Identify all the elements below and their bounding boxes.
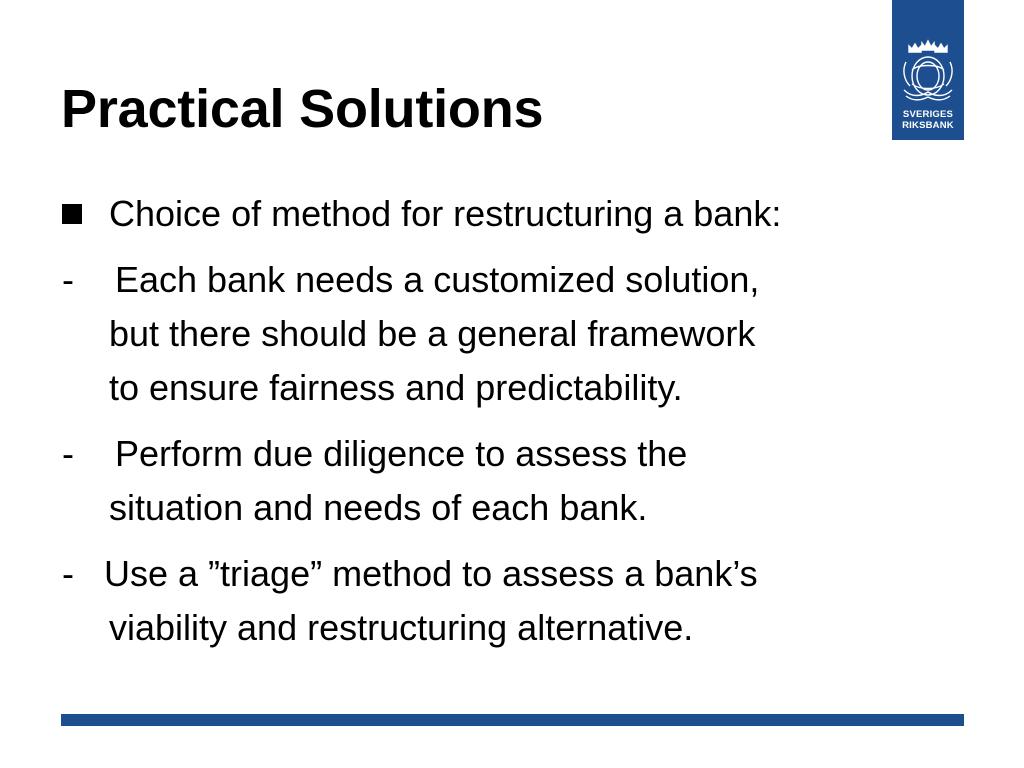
main-bullet-text: Choice of method for restructuring a bank:	[109, 193, 782, 234]
footer-accent-bar	[61, 714, 964, 726]
dash-marker: -	[62, 553, 74, 594]
list-item-line: Perform due diligence to assess the	[115, 433, 688, 474]
list-item-line: Use a ”triage” method to assess a bank’s	[104, 553, 758, 594]
square-bullet-icon	[62, 204, 82, 224]
list-item-line: Each bank needs a customized solution,	[115, 259, 760, 300]
logo-line-1: SVERIGES	[902, 109, 954, 120]
dash-marker: -	[62, 433, 74, 474]
list-item-line: situation and needs of each bank.	[109, 487, 648, 528]
slide-title: Practical Solutions	[61, 79, 544, 139]
list-item-line: viability and restructuring alternative.	[109, 607, 694, 648]
list-item-line: to ensure fairness and predictability.	[109, 367, 683, 408]
crown-emblem-icon	[892, 0, 964, 110]
riksbank-logo	[892, 0, 964, 140]
list-item-line: but there should be a general framework	[109, 313, 756, 354]
logo-line-2: RIKSBANK	[902, 120, 954, 131]
dash-marker: -	[62, 259, 74, 300]
